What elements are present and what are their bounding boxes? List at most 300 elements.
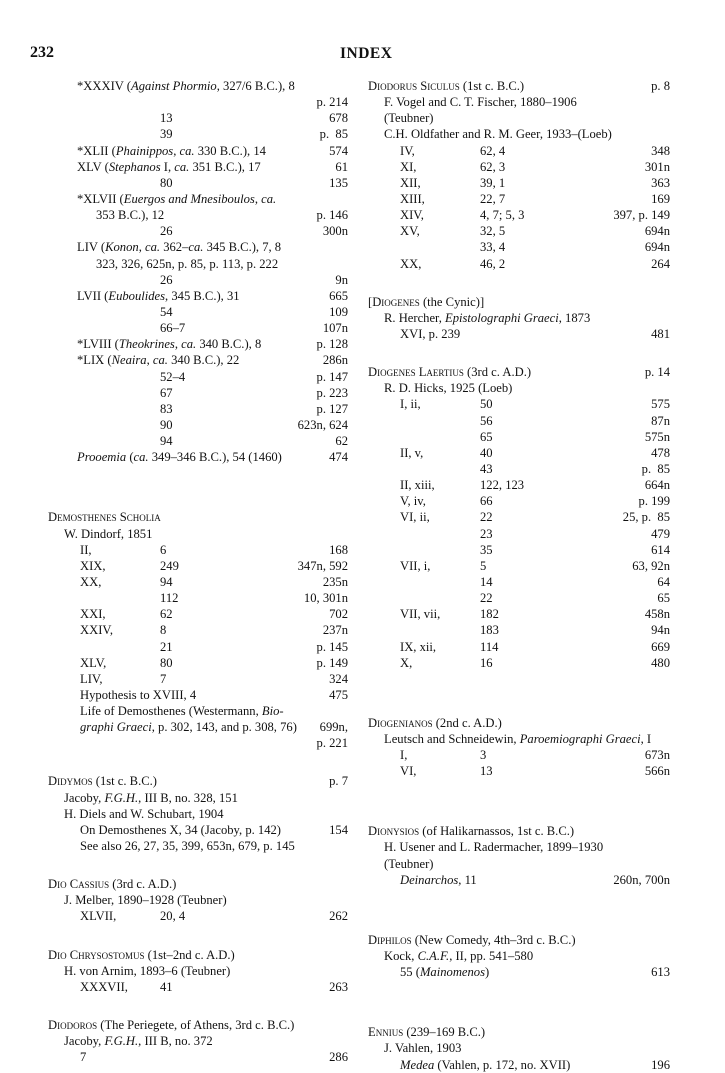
index-line xyxy=(368,191,670,207)
entry-text: Medea (Vahlen, p. 172, no. XVII) xyxy=(400,1057,571,1072)
index-column-right xyxy=(368,78,670,1073)
entry-text: (Teubner) xyxy=(384,111,434,126)
entry-reference: 63, 92n xyxy=(632,558,670,573)
index-line xyxy=(48,892,348,908)
index-line xyxy=(368,239,670,255)
index-line xyxy=(368,509,670,525)
entry-reference: p. 221 xyxy=(316,736,348,751)
index-line xyxy=(368,294,670,310)
entry-reference: 196 xyxy=(651,1057,670,1072)
index-line xyxy=(48,655,348,671)
index-line xyxy=(368,932,670,948)
entry-section: 122, 123 xyxy=(480,478,525,493)
entry-spacer xyxy=(48,751,348,773)
entry-text: Deinarchos, 11 xyxy=(400,872,477,887)
entry-section: 183 xyxy=(480,623,499,638)
entry-reference: p. 7 xyxy=(329,774,348,789)
entry-section: 26 xyxy=(160,224,173,239)
entry-text: VI, xyxy=(400,764,417,779)
index-line xyxy=(48,417,348,433)
entry-reference: p. 214 xyxy=(316,95,348,110)
index-line xyxy=(48,223,348,239)
index-line xyxy=(48,1017,348,1033)
entry-section: 4, 7; 5, 3 xyxy=(480,208,525,223)
entry-section: 62, 4 xyxy=(480,143,506,158)
entry-text: II, v, xyxy=(400,445,424,460)
index-line xyxy=(48,542,348,558)
entry-text: *XXXIV (Against Phormio, 327/6 B.C.), 8 xyxy=(77,79,295,93)
entry-text: II, xyxy=(80,542,92,557)
entry-text: LVII (Euboulides, 345 B.C.), 31 xyxy=(77,288,240,303)
index-line xyxy=(48,110,348,126)
entry-reference: 479 xyxy=(651,526,670,541)
entry-section: 43 xyxy=(480,461,493,476)
entry-spacer xyxy=(368,888,670,910)
index-line xyxy=(48,207,348,223)
entry-text: graphi Graeci, p. 302, 143, and p. 308, 76) xyxy=(80,720,297,735)
index-line xyxy=(48,822,348,838)
entry-section: 35 xyxy=(480,542,493,557)
index-line xyxy=(368,715,670,731)
entry-reference: 566n xyxy=(644,764,670,779)
entry-spacer xyxy=(368,1002,670,1024)
index-line xyxy=(368,622,670,638)
entry-section: 94 xyxy=(160,434,173,449)
entry-reference: 694n xyxy=(644,224,670,239)
entry-reference: 154 xyxy=(329,822,348,837)
index-line xyxy=(368,78,670,94)
index-line xyxy=(368,461,670,477)
index-line xyxy=(48,790,348,806)
entry-text: H. Diels and W. Schubart, 1904 xyxy=(64,806,224,821)
index-line xyxy=(368,526,670,542)
entry-section: 41 xyxy=(160,979,173,994)
entry-text: Diodorus Siculus (1st c. B.C.) xyxy=(368,79,525,93)
index-line xyxy=(48,175,348,191)
entry-reference: 168 xyxy=(329,542,348,557)
entry-section: 80 xyxy=(160,655,173,670)
index-line xyxy=(48,590,348,606)
entry-text: XX, xyxy=(400,256,422,271)
index-line xyxy=(368,364,670,380)
index-line xyxy=(48,639,348,655)
entry-text: XLVII, xyxy=(80,909,117,924)
entry-reference: 65 xyxy=(657,591,670,606)
entry-section: 13 xyxy=(480,764,493,779)
index-line xyxy=(48,671,348,687)
index-line xyxy=(368,606,670,622)
entry-spacer xyxy=(48,465,348,487)
entry-text: See also 26, 27, 35, 399, 653n, 679, p. 145 xyxy=(80,839,295,854)
index-line xyxy=(48,288,348,304)
entry-text: XIX, xyxy=(80,558,106,573)
index-line xyxy=(48,385,348,401)
entry-section: 54 xyxy=(160,304,173,319)
entry-section: 21 xyxy=(160,639,173,654)
entry-reference: p. 146 xyxy=(316,208,348,223)
index-line xyxy=(368,590,670,606)
entry-text: R. D. Hicks, 1925 (Loeb) xyxy=(384,381,513,396)
index-line xyxy=(368,223,670,239)
entry-reference: 347n, 592 xyxy=(297,558,348,573)
entry-section: 50 xyxy=(480,397,493,412)
entry-spacer xyxy=(368,980,670,1002)
entry-section: 14 xyxy=(480,574,493,589)
index-line xyxy=(368,143,670,159)
entry-reference: 25, p. 85 xyxy=(622,510,670,525)
entry-text: Dio Chrysostomus (1st–2nd c. A.D.) xyxy=(48,947,235,962)
entry-reference: 264 xyxy=(651,256,670,271)
entry-text: IV, xyxy=(400,143,415,158)
entry-text: XX, xyxy=(80,574,102,589)
entry-reference: 61 xyxy=(335,159,348,174)
entry-text: XLV (Stephanos I, ca. 351 B.C.), 17 xyxy=(77,159,261,174)
entry-reference: p. 8 xyxy=(651,79,670,93)
entry-spacer xyxy=(368,910,670,932)
entry-reference: p. 149 xyxy=(316,655,348,670)
entry-text: Ennius (239–169 B.C.) xyxy=(368,1025,486,1040)
index-line xyxy=(48,526,348,542)
index-line xyxy=(48,574,348,590)
index-line xyxy=(48,979,348,995)
entry-text: Kock, C.A.F., II, pp. 541–580 xyxy=(384,949,534,964)
entry-section: 39, 1 xyxy=(480,175,506,190)
entry-reference: 699n, xyxy=(319,720,348,735)
index-line xyxy=(368,856,670,872)
entry-reference: 575n xyxy=(644,429,670,444)
entry-spacer xyxy=(368,779,670,801)
index-line xyxy=(48,433,348,449)
entry-reference: 481 xyxy=(651,326,670,341)
entry-reference: p. 147 xyxy=(316,369,348,384)
index-line xyxy=(48,320,348,336)
entry-spacer xyxy=(48,487,348,509)
index-line xyxy=(48,719,348,735)
entry-section: 94 xyxy=(160,574,173,589)
entry-text: Demosthenes Scholia xyxy=(48,510,161,525)
index-line xyxy=(368,747,670,763)
index-line xyxy=(368,948,670,964)
entry-spacer xyxy=(48,854,348,876)
entry-text: XXXVII, xyxy=(80,979,128,994)
entry-reference: 702 xyxy=(329,607,348,622)
entry-text: *XLVII (Euergos and Mnesiboulos, ca. xyxy=(77,191,277,206)
entry-text: XXIV, xyxy=(80,623,114,638)
entry-section: 40 xyxy=(480,445,493,460)
entry-section: 56 xyxy=(480,413,493,428)
entry-text: XLV, xyxy=(80,655,107,670)
index-line xyxy=(368,126,670,142)
entry-text: 55 (Mainomenos) xyxy=(400,965,490,980)
index-line xyxy=(368,310,670,326)
entry-spacer xyxy=(368,671,670,693)
entry-text: 353 B.C.), 12 xyxy=(96,208,165,223)
entry-text: LIV (Konon, ca. 362–ca. 345 B.C.), 7, 8 xyxy=(77,240,282,255)
index-line xyxy=(48,159,348,175)
entry-reference: 623n, 624 xyxy=(297,417,348,432)
entry-reference: 475 xyxy=(329,687,348,702)
entry-text: *LIX (Neaira, ca. 340 B.C.), 22 xyxy=(77,353,240,368)
index-line xyxy=(48,352,348,368)
index-line xyxy=(368,159,670,175)
entry-text: II, xiii, xyxy=(400,478,435,493)
index-line xyxy=(368,574,670,590)
index-line xyxy=(368,175,670,191)
entry-reference: 286 xyxy=(329,1050,348,1065)
entry-spacer xyxy=(368,801,670,823)
entry-reference: 260n, 700n xyxy=(613,872,670,887)
entry-text: XIII, xyxy=(400,191,425,206)
index-column-left xyxy=(48,78,348,1065)
index-line xyxy=(368,256,670,272)
index-line xyxy=(48,369,348,385)
entry-text: Dio Cassius (3rd c. A.D.) xyxy=(48,877,177,892)
entry-reference: 9n xyxy=(335,272,348,287)
entry-text: H. von Arnim, 1893–6 (Teubner) xyxy=(64,963,231,978)
index-line xyxy=(368,493,670,509)
index-line xyxy=(48,304,348,320)
index-line xyxy=(368,110,670,126)
entry-section: 182 xyxy=(480,607,499,622)
entry-reference: 301n xyxy=(644,159,670,174)
entry-section: 67 xyxy=(160,385,173,400)
entry-reference: 286n xyxy=(322,353,348,368)
entry-text: XVI, p. 239 xyxy=(400,326,461,341)
entry-text: Diphilos (New Comedy, 4th–3rd c. B.C.) xyxy=(368,932,576,947)
index-line xyxy=(48,606,348,622)
index-line xyxy=(368,445,670,461)
entry-reference: 665 xyxy=(329,288,348,303)
entry-section: 114 xyxy=(480,639,499,654)
entry-section: 23 xyxy=(480,526,493,541)
entry-section: 13 xyxy=(160,111,173,126)
entry-text: Dionysios (of Halikarnassos, 1st c. B.C.) xyxy=(368,824,575,839)
index-line xyxy=(368,655,670,671)
entry-text: F. Vogel and C. T. Fischer, 1880–1906 xyxy=(384,95,577,110)
entry-text: C.H. Oldfather and R. M. Geer, 1933–(Loeb) xyxy=(384,127,612,142)
entry-spacer xyxy=(368,272,670,294)
entry-text: Jacoby, F.G.H., III B, no. 372 xyxy=(64,1034,213,1049)
entry-section: 83 xyxy=(160,401,173,416)
entry-text: R. Hercher, Epistolographi Graeci, 1873 xyxy=(384,310,591,325)
index-line xyxy=(48,94,348,110)
index-line xyxy=(48,191,348,207)
index-line xyxy=(48,622,348,638)
entry-spacer xyxy=(48,925,348,947)
entry-reference: p. 128 xyxy=(316,337,348,352)
entry-section: 22 xyxy=(480,591,493,606)
entry-reference: 669 xyxy=(651,639,670,654)
entry-text: W. Dindorf, 1851 xyxy=(64,526,153,541)
index-line xyxy=(368,872,670,888)
page-number: 232 xyxy=(30,44,54,61)
entry-text: IX, xii, xyxy=(400,639,437,654)
index-line xyxy=(368,964,670,980)
entry-reference: 480 xyxy=(651,655,670,670)
entry-section: 32, 5 xyxy=(480,224,506,239)
entry-text: *LVIII (Theokrines, ca. 340 B.C.), 8 xyxy=(77,337,262,352)
entry-text: On Demosthenes X, 34 (Jacoby, p. 142) xyxy=(80,822,281,837)
entry-text: Didymos (1st c. B.C.) xyxy=(48,774,157,789)
entry-text: 323, 326, 625n, p. 85, p. 113, p. 222 xyxy=(96,256,279,271)
entry-text: XI, xyxy=(400,159,417,174)
index-line xyxy=(48,947,348,963)
entry-text: *XLII (Phainippos, ca. 330 B.C.), 14 xyxy=(77,143,266,158)
entry-reference: 64 xyxy=(657,574,670,589)
index-line xyxy=(368,558,670,574)
entry-section: 16 xyxy=(480,655,493,670)
index-line xyxy=(48,908,348,924)
entry-text: Jacoby, F.G.H., III B, no. 328, 151 xyxy=(64,790,238,805)
index-line xyxy=(368,542,670,558)
index-line xyxy=(48,687,348,703)
index-line xyxy=(48,239,348,255)
entry-text: 7 xyxy=(80,1050,87,1065)
entry-reference: p. 85 xyxy=(319,127,348,142)
entry-spacer xyxy=(48,995,348,1017)
entry-reference: 678 xyxy=(329,111,348,126)
entry-text: (Teubner) xyxy=(384,856,434,871)
entry-reference: 107n xyxy=(322,321,348,336)
entry-section: 249 xyxy=(160,558,179,573)
index-line xyxy=(48,735,348,751)
index-line xyxy=(48,336,348,352)
entry-reference: p. 85 xyxy=(641,461,670,476)
entry-section: 65 xyxy=(480,429,493,444)
entry-section: 80 xyxy=(160,175,173,190)
entry-section: 46, 2 xyxy=(480,256,506,271)
entry-text: VII, vii, xyxy=(400,607,441,622)
entry-section: 22, 7 xyxy=(480,191,506,206)
entry-section: 62 xyxy=(160,607,173,622)
entry-reference: 478 xyxy=(651,445,670,460)
entry-reference: 664n xyxy=(644,478,670,493)
entry-spacer xyxy=(368,693,670,715)
index-line xyxy=(48,143,348,159)
entry-text: Diogenianos (2nd c. A.D.) xyxy=(368,715,502,730)
entry-reference: 348 xyxy=(651,143,670,158)
entry-text: I, ii, xyxy=(400,397,421,412)
index-line xyxy=(368,477,670,493)
entry-section: 66–7 xyxy=(160,321,186,336)
entry-reference: p. 199 xyxy=(638,494,670,509)
entry-section: 5 xyxy=(480,558,487,573)
entry-section: 66 xyxy=(480,494,493,509)
entry-section: 22 xyxy=(480,510,493,525)
entry-reference: 109 xyxy=(329,304,348,319)
entry-reference: 87n xyxy=(651,413,670,428)
entry-text: J. Vahlen, 1903 xyxy=(384,1041,462,1056)
entry-reference: 237n xyxy=(322,623,348,638)
entry-text: XV, xyxy=(400,224,420,239)
index-line xyxy=(368,1024,670,1040)
entry-text: H. Usener and L. Radermacher, 1899–1930 xyxy=(384,840,604,855)
entry-reference: 300n xyxy=(322,224,348,239)
index-line xyxy=(48,1033,348,1049)
entry-text: Diodoros (The Periegete, of Athens, 3rd c. B.C.) xyxy=(48,1018,295,1033)
entry-section: 20, 4 xyxy=(160,909,186,924)
index-line xyxy=(48,256,348,272)
entry-reference: 673n xyxy=(644,748,670,763)
index-line xyxy=(48,509,348,525)
index-line xyxy=(48,449,348,465)
index-line xyxy=(368,429,670,445)
entry-text: LIV, xyxy=(80,671,103,686)
entry-text: Leutsch and Schneidewin, Paroemiographi Graeci, I xyxy=(384,731,652,746)
entry-reference: 694n xyxy=(644,240,670,255)
entry-reference: p. 223 xyxy=(316,385,348,400)
entry-reference: 263 xyxy=(329,979,348,994)
entry-text: Life of Demosthenes (Westermann, Bio- xyxy=(80,704,284,719)
entry-spacer xyxy=(368,342,670,364)
entry-text: Hypothesis to XVIII, 4 xyxy=(80,687,197,702)
index-line xyxy=(48,703,348,719)
entry-reference: 363 xyxy=(651,175,670,190)
entry-section: 26 xyxy=(160,272,173,287)
entry-text: VI, ii, xyxy=(400,510,430,525)
index-line xyxy=(48,876,348,892)
entry-section: 7 xyxy=(160,671,167,686)
index-line xyxy=(368,207,670,223)
index-line xyxy=(368,396,670,412)
entry-text: XII, xyxy=(400,175,421,190)
entry-reference: 262 xyxy=(329,909,348,924)
index-line xyxy=(368,823,670,839)
index-line xyxy=(368,639,670,655)
index-line xyxy=(48,401,348,417)
entry-text: X, xyxy=(400,655,413,670)
entry-reference: 458n xyxy=(644,607,670,622)
page-title: INDEX xyxy=(340,45,393,62)
entry-text: XXI, xyxy=(80,607,106,622)
index-line xyxy=(368,326,670,342)
index-line xyxy=(368,839,670,855)
entry-reference: 324 xyxy=(329,671,348,686)
index-line xyxy=(368,1040,670,1056)
entry-reference: 235n xyxy=(322,574,348,589)
entry-section: 62, 3 xyxy=(480,159,506,174)
entry-reference: 169 xyxy=(651,191,670,206)
entry-text: VII, i, xyxy=(400,558,431,573)
entry-reference: 613 xyxy=(651,965,670,980)
entry-section: 3 xyxy=(480,748,487,763)
entry-reference: p. 127 xyxy=(316,401,348,416)
index-line xyxy=(48,963,348,979)
entry-reference: 575 xyxy=(651,397,670,412)
index-line xyxy=(368,380,670,396)
entry-section: 52–4 xyxy=(160,369,186,384)
index-line xyxy=(368,1057,670,1073)
entry-reference: p. 14 xyxy=(644,365,670,380)
entry-section: 39 xyxy=(160,127,173,142)
entry-section: 112 xyxy=(160,591,179,606)
index-line xyxy=(48,78,348,94)
index-line xyxy=(48,838,348,854)
index-line xyxy=(368,94,670,110)
entry-reference: 10, 301n xyxy=(303,591,348,606)
entry-text: V, iv, xyxy=(400,494,426,509)
entry-section: 8 xyxy=(160,623,167,638)
entry-text: I, xyxy=(400,748,408,763)
index-line xyxy=(48,773,348,789)
entry-reference: 614 xyxy=(651,542,670,557)
entry-reference: 474 xyxy=(329,450,348,465)
entry-reference: 62 xyxy=(335,434,348,449)
index-line xyxy=(368,763,670,779)
entry-text: Diogenes Laertius (3rd c. A.D.) xyxy=(368,365,532,380)
index-line xyxy=(48,806,348,822)
index-line xyxy=(368,731,670,747)
